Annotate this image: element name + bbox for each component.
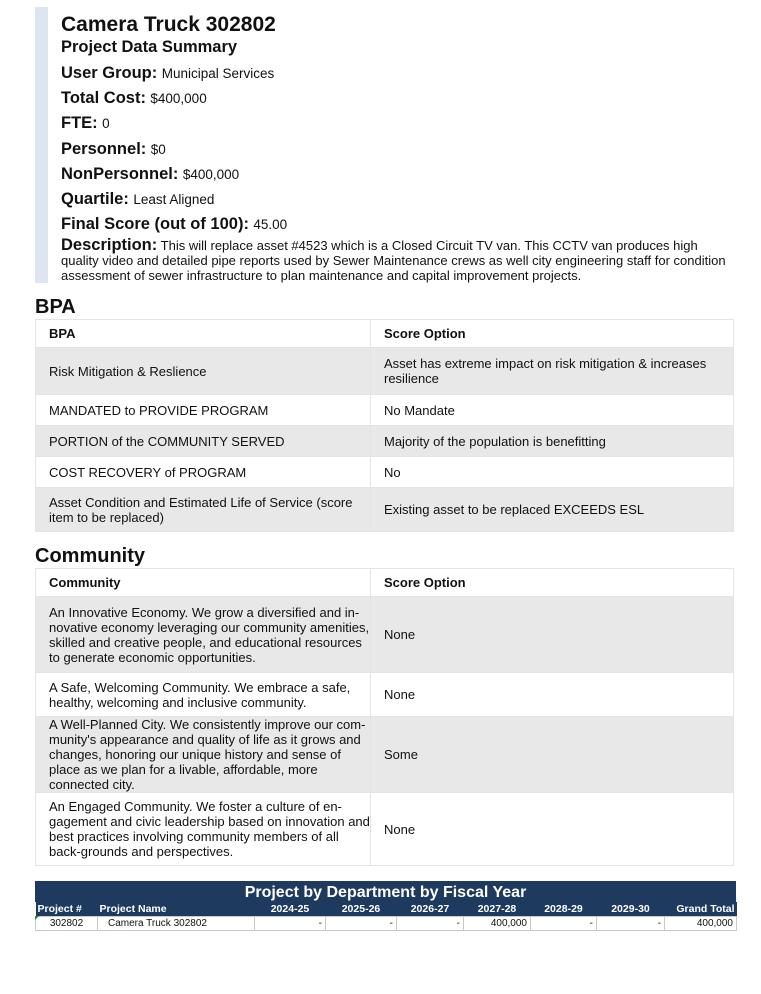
table-row [36,793,734,866]
field-label: Personnel: [61,139,147,158]
fy-value-cell: - [531,917,597,931]
column-header: BPA [36,320,371,348]
field-final-score [61,212,735,237]
score-option-cell: Majority of the population is benefitting [371,426,734,457]
field-value: $400,000 [150,91,207,107]
table-header-row [36,569,734,597]
column-header: Project Name [98,902,255,917]
field-value: 45.00 [253,217,288,233]
community-section-title: Community [35,545,145,567]
score-option-cell: Some [371,717,734,793]
criteria-cell: A Safe, Welcoming Community. We embrace a safe, healthy, welcoming and inclusive community. [36,673,371,717]
table-header-row [36,902,737,917]
field-value: 0 [102,116,110,132]
field-label: User Group: [61,64,158,82]
table-row [36,917,737,931]
description-label: Description: [61,236,158,255]
fiscal-year-table [35,881,736,931]
table-row [36,717,734,793]
field-value: $0 [150,141,166,157]
project-name-cell: Camera Truck 302802 [98,917,255,931]
score-option-cell: Existing asset to be replaced EXCEEDS ESL [371,488,734,532]
field-value: $400,000 [182,166,240,182]
table-header-row [36,320,734,348]
column-header: Score Option [371,320,734,348]
fiscal-table [35,902,737,931]
fy-value-cell: - [397,917,464,931]
fy-value-cell: - [326,917,397,931]
field-label: Total Cost: [61,89,146,108]
field-label: Final Score (out of 100): [61,215,249,234]
cell-comment-marker [35,916,39,920]
column-header: 2027-28 [464,902,531,917]
column-header: Grand Total [665,902,737,917]
table-row [36,457,734,488]
field-user-group [61,61,735,86]
criteria-cell: Asset Condition and Estimated Life of Service (score item to be replaced) [36,488,371,532]
field-label: FTE: [61,114,98,133]
community-table [35,568,734,866]
page-title: Camera Truck 302802 [61,13,276,36]
table-row [36,348,734,395]
column-header: Community [36,569,371,597]
score-option-cell: None [371,793,734,866]
table-row [36,488,734,532]
field-label: Quartile: [61,190,129,209]
column-header: 2025-26 [326,902,397,917]
score-option-cell: None [371,673,734,717]
page-subtitle: Project Data Summary [61,38,238,56]
fiscal-table-title: Project by Department by Fiscal Year [35,881,736,902]
field-quartile [61,187,735,212]
score-option-cell: No [371,457,734,488]
column-header: 2026-27 [397,902,464,917]
field-description [61,238,735,283]
table-row [36,395,734,426]
score-option-cell: No Mandate [371,395,734,426]
criteria-cell: A Well-Planned City. We consistently improve our com-munity's appearance and quality of life as it grows and changes, honoring our unique history and sense of place as we plan for a livable, affordable, more connected city. [36,717,371,793]
project-number-cell: 302802 [36,917,98,931]
project-summary [35,7,735,283]
table-row [36,426,734,457]
field-value: Least Aligned [133,192,215,208]
score-option-cell: Asset has extreme impact on risk mitigation & increases resilience [371,348,734,395]
table-row [36,673,734,717]
criteria-cell: PORTION of the COMMUNITY SERVED [36,426,371,457]
criteria-cell: Risk Mitigation & Reslience [36,348,371,395]
column-header: 2029-30 [597,902,665,917]
fy-value-cell: - [255,917,326,931]
field-total-cost [61,86,735,111]
column-header: Project # [36,902,98,917]
column-header: 2024-25 [255,902,326,917]
fy-value-cell: - [597,917,665,931]
table-row [36,597,734,673]
fy-value-cell: 400,000 [464,917,531,931]
summary-accent-bar [35,7,48,283]
criteria-cell: An Engaged Community. We foster a culture of en-gagement and civic leadership based on innovation and best practices involving community members of all back-grounds and perspectives. [36,793,371,866]
criteria-cell: An Innovative Economy. We grow a diversified and in-novative economy leveraging our community amenities, skilled and creative people, and educational resources to generate economic opportunities. [36,597,371,673]
bpa-table [35,319,734,532]
column-header: Score Option [371,569,734,597]
field-value: Municipal Services [161,66,275,81]
field-personnel [61,137,735,162]
score-option-cell: None [371,597,734,673]
field-nonpersonnel [61,162,735,187]
criteria-cell: MANDATED to PROVIDE PROGRAM [36,395,371,426]
criteria-cell: COST RECOVERY of PROGRAM [36,457,371,488]
description-text: This will replace asset #4523 which is a Closed Circuit TV van. This CCTV van produces high quality video and detailed pipe reports used by Sewer Maintenance crews as well city engineering staff for condition assessment of sewer infrastructure to plan maintenance and capital improvement projects. [61,238,726,284]
field-label: NonPersonnel: [61,164,179,183]
bpa-section-title: BPA [35,296,76,318]
grand-total-cell: 400,000 [665,917,737,931]
field-fte [61,111,735,136]
column-header: 2028-29 [531,902,597,917]
